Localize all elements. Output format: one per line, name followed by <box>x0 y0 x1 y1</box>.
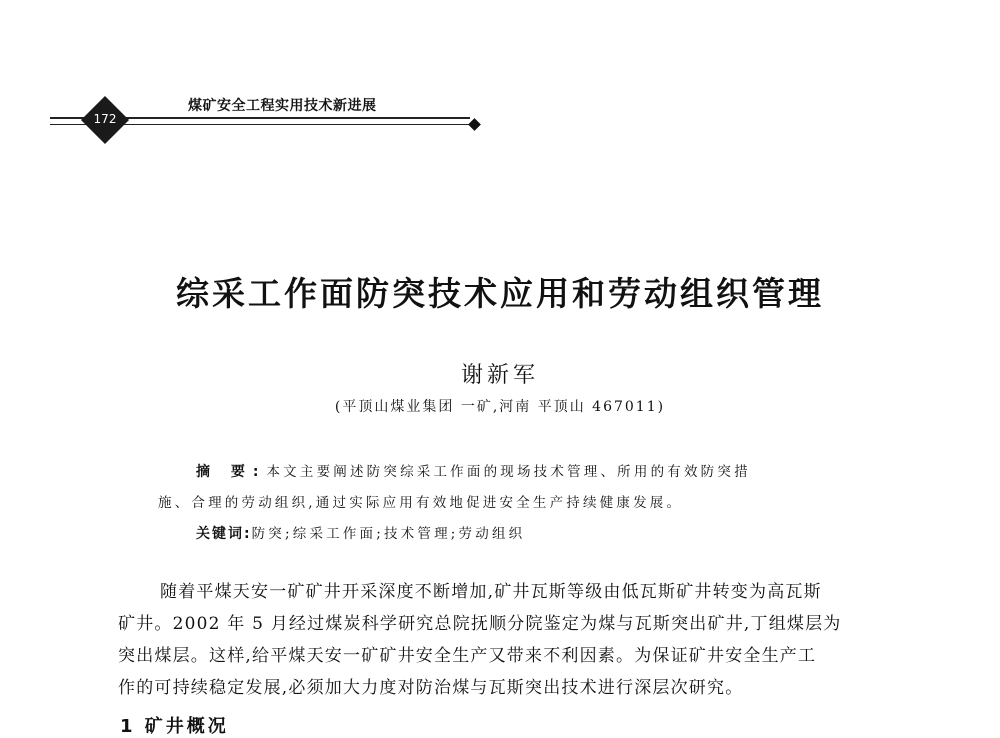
body-line-2: 矿井。2002 年 5 月经过煤炭科学研究总院抚顺分院鉴定为煤与瓦斯突出矿井,丁组煤层为 <box>118 614 842 634</box>
keywords-text: 防突;综采工作面;技术管理;劳动组织 <box>251 526 526 542</box>
author-affiliation: (平顶山煤业集团 一矿,河南 平顶山 467011) <box>334 399 666 415</box>
keywords-line <box>196 522 525 543</box>
running-title: 煤矿安全工程实用技术新进展 <box>188 98 377 114</box>
abstract-line-2: 施、合理的劳动组织,通过实际应用有效地促进安全生产持续健康发展。 <box>158 495 684 511</box>
author-name: 谢新军 <box>460 363 539 388</box>
body-line-4: 作的可持续稳定发展,必须加大力度对防治煤与瓦斯突出技术进行深层次研究。 <box>118 678 744 698</box>
keywords-label: 关键词: <box>196 526 252 542</box>
body-line-3: 突出煤层。这样,给平煤天安一矿矿井安全生产又带来不利因素。为保证矿井安全生产工 <box>118 646 817 666</box>
abstract-label: 摘 要: <box>196 464 267 480</box>
abstract-line-1 <box>196 460 751 481</box>
page-number: 172 <box>93 112 117 126</box>
body-line-1: 随着平煤天安一矿矿井开采深度不断增加,矿井瓦斯等级由低瓦斯矿井转变为高瓦斯 <box>160 582 822 602</box>
section-heading: 1 矿井概况 <box>120 716 229 737</box>
abstract-text-1: 本文主要阐述防突综采工作面的现场技术管理、所用的有效防突措 <box>266 464 751 480</box>
paper-title: 综采工作面防突技术应用和劳动组织管理 <box>176 274 824 313</box>
header-end-diamond-icon <box>468 118 481 131</box>
